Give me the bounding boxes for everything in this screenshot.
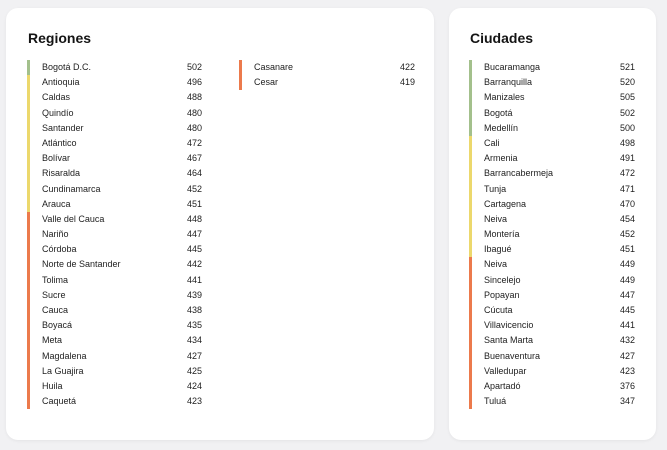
ciudad-score: 445 (619, 305, 635, 315)
region-name: Boyacá (42, 320, 73, 331)
ciudad-row (469, 379, 635, 394)
region-name: Bogotá D.C. (42, 62, 92, 72)
ciudad-score: 471 (619, 183, 635, 194)
region-name: Tolima (42, 274, 69, 285)
region-score: 442 (186, 259, 202, 270)
ciudad-row (469, 90, 635, 105)
ciudad-row (469, 182, 635, 197)
ciudad-name: Barranquilla (484, 77, 533, 88)
region-name: Caquetá (42, 396, 77, 407)
region-score: 434 (186, 335, 202, 346)
region-score: 419 (399, 77, 415, 88)
region-row (27, 227, 202, 242)
ciudad-row (469, 60, 635, 75)
ciudad-score: 505 (619, 92, 635, 103)
region-name: Arauca (42, 198, 71, 209)
ciudad-name: Valledupar (484, 365, 527, 376)
region-row (27, 273, 202, 288)
region-score: 488 (186, 92, 202, 103)
region-score: 441 (186, 274, 202, 285)
region-name: Córdoba (42, 244, 77, 255)
ciudad-name: Bucaramanga (484, 62, 541, 72)
ciudad-score: 454 (619, 213, 635, 224)
ciudad-row (469, 394, 635, 409)
region-name: Sucre (42, 289, 66, 300)
region-name: Bolívar (42, 153, 71, 164)
ciudad-score: 441 (619, 320, 635, 331)
region-score: 451 (186, 198, 202, 209)
region-name: Casanare (254, 62, 294, 72)
ciudad-row (469, 288, 635, 303)
region-score: 423 (186, 396, 202, 407)
region-row (27, 121, 202, 136)
ciudad-name: Buenaventura (484, 350, 541, 361)
regiones-title: Regiones (28, 30, 92, 46)
ciudad-score: 376 (619, 380, 635, 391)
ciudad-score: 447 (619, 289, 635, 300)
region-score: 445 (186, 244, 202, 255)
ciudad-score: 500 (619, 122, 635, 133)
ciudad-score: 449 (619, 274, 635, 285)
ciudad-score: 470 (619, 198, 635, 209)
ciudad-score: 498 (619, 137, 635, 148)
region-score: 438 (186, 305, 202, 315)
ciudad-row (469, 318, 635, 333)
region-score: 480 (186, 107, 202, 118)
ciudad-name: Santa Marta (484, 335, 534, 346)
region-row (27, 182, 202, 197)
region-row (27, 90, 202, 105)
region-name: Atlántico (42, 137, 77, 148)
ciudad-name: Cúcuta (484, 305, 513, 315)
region-name: Norte de Santander (42, 259, 121, 270)
ciudad-score: 423 (619, 365, 635, 376)
ciudad-score: 452 (619, 229, 635, 240)
region-name: Valle del Cauca (42, 213, 105, 224)
ciudad-row (469, 227, 635, 242)
ciudad-row (469, 333, 635, 348)
ciudad-name: Neiva (484, 259, 508, 270)
region-row (27, 288, 202, 303)
region-score: 425 (186, 365, 202, 376)
ciudad-name: Tuluá (484, 396, 507, 407)
ciudad-name: Ibagué (484, 244, 512, 255)
ciudades-title: Ciudades (470, 30, 534, 46)
ciudad-name: Barrancabermeja (484, 168, 554, 179)
region-row (27, 333, 202, 348)
region-row (27, 166, 202, 181)
ciudad-name: Cali (484, 137, 500, 148)
ciudad-row (469, 106, 635, 121)
region-row (27, 242, 202, 257)
region-row (27, 303, 202, 318)
region-name: Quindío (42, 107, 74, 118)
region-score: 448 (186, 213, 202, 224)
region-row (27, 318, 202, 333)
region-name: Caldas (42, 92, 71, 103)
region-score: 496 (186, 77, 202, 88)
ciudad-row (469, 364, 635, 379)
ciudad-score: 451 (619, 244, 635, 255)
region-score: 447 (186, 229, 202, 240)
ciudades-card (449, 8, 656, 440)
ciudad-score: 432 (619, 335, 635, 346)
ciudad-name: Villavicencio (484, 320, 534, 331)
ciudad-row (469, 257, 635, 272)
region-name: Cauca (42, 305, 69, 315)
region-row (27, 60, 202, 75)
ciudad-name: Cartagena (484, 198, 527, 209)
ciudad-score: 472 (619, 168, 635, 179)
ciudad-name: Bogotá (484, 107, 513, 118)
region-score: 452 (186, 183, 202, 194)
ciudad-score: 521 (619, 62, 635, 72)
region-name: Meta (42, 335, 63, 346)
region-name: Nariño (42, 229, 69, 240)
region-row (27, 394, 202, 409)
regiones-card (6, 8, 434, 440)
ciudades-list (469, 60, 635, 409)
ciudad-score: 491 (619, 153, 635, 164)
regiones-list-column-2 (239, 60, 415, 90)
ciudad-name: Apartadó (484, 380, 521, 391)
ciudad-name: Montería (484, 229, 520, 240)
regiones-list-column-1 (27, 60, 202, 409)
region-row (27, 349, 202, 364)
region-score: 467 (186, 153, 202, 164)
region-row (27, 75, 202, 90)
ciudad-row (469, 273, 635, 288)
ciudad-name: Medellín (484, 122, 519, 133)
region-row (239, 60, 415, 75)
ciudad-row (469, 197, 635, 212)
region-row (27, 257, 202, 272)
region-name: La Guajira (42, 365, 84, 376)
ciudad-name: Manizales (484, 92, 525, 103)
ciudad-row (469, 166, 635, 181)
region-row (27, 106, 202, 121)
ciudad-score: 449 (619, 259, 635, 270)
region-name: Santander (42, 122, 84, 133)
ciudad-score: 347 (619, 396, 635, 407)
ciudad-row (469, 151, 635, 166)
ciudad-score: 502 (619, 107, 635, 118)
region-row (27, 197, 202, 212)
ciudad-row (469, 242, 635, 257)
ciudad-name: Armenia (484, 153, 518, 164)
region-score: 424 (186, 380, 202, 391)
ciudad-row (469, 75, 635, 90)
region-row (27, 212, 202, 227)
region-row (27, 379, 202, 394)
ciudad-row (469, 212, 635, 227)
region-score: 502 (186, 62, 202, 72)
region-name: Antioquia (42, 77, 80, 88)
region-score: 427 (186, 350, 202, 361)
region-score: 480 (186, 122, 202, 133)
region-row (27, 136, 202, 151)
ciudad-name: Popayan (484, 289, 520, 300)
region-name: Magdalena (42, 350, 87, 361)
region-name: Cesar (254, 77, 279, 88)
ciudad-row (469, 136, 635, 151)
region-score: 439 (186, 289, 202, 300)
region-row (239, 75, 415, 90)
region-row (27, 151, 202, 166)
ciudad-name: Tunja (484, 183, 507, 194)
region-score: 422 (399, 62, 415, 72)
ciudad-name: Sincelejo (484, 274, 521, 285)
region-row (27, 364, 202, 379)
ciudad-name: Neiva (484, 213, 508, 224)
region-score: 472 (186, 137, 202, 148)
region-score: 464 (186, 168, 202, 179)
region-name: Huila (42, 380, 63, 391)
region-score: 435 (186, 320, 202, 331)
ciudad-row (469, 121, 635, 136)
ciudad-row (469, 349, 635, 364)
ciudad-score: 427 (619, 350, 635, 361)
ciudad-row (469, 303, 635, 318)
region-name: Cundinamarca (42, 183, 101, 194)
region-name: Risaralda (42, 168, 81, 179)
ciudad-score: 520 (619, 77, 635, 88)
